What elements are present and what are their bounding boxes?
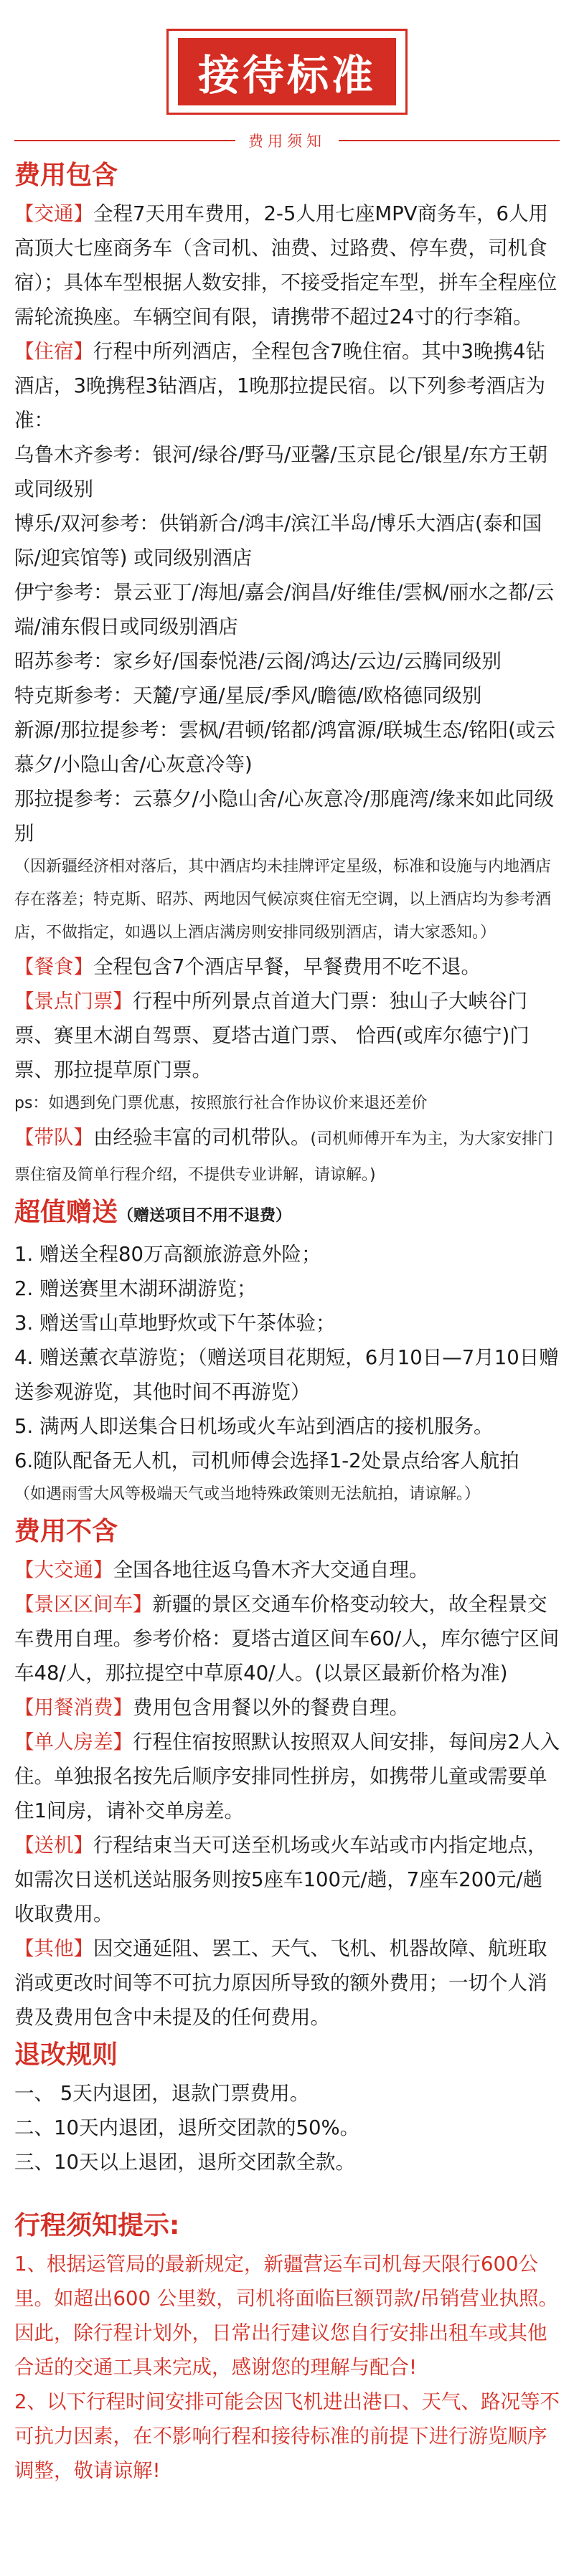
gift-item: 5. 满两人即送集合日机场或火车站到酒店的接机服务。 (14, 1415, 494, 1438)
excluded-item (14, 1690, 560, 1725)
excluded-item (14, 1587, 560, 1690)
tickets-ps: ps：如遇到免门票优惠，按照旅行社合作协议价来退还差价 (14, 1094, 428, 1112)
gifts-heading-sub: （赠送项目不用不退费） (118, 1207, 292, 1225)
hotel-item: 博乐/双河参考：供销新合/鸿丰/滨江半岛/博乐大酒店(泰和国际/迎宾馆等) 或同级别酒店 (14, 512, 542, 569)
excluded-item (14, 1931, 560, 2035)
gift-item: 4. 赠送薰衣草游览；（赠送项目花期短，6月10日—7月10日赠送参观游览，其他时间不再游览） (14, 1346, 559, 1403)
excluded-text: 费用包含用餐以外的餐费自理。 (133, 1696, 409, 1719)
excluded-tag: 【大交通】 (14, 1558, 113, 1581)
excluded-item (14, 1828, 560, 1931)
notice-label: 费用须知 (248, 133, 326, 150)
hotel-item: 那拉提参考：云慕夕/小隐山舍/心灰意冷/那鹿湾/缘来如此同级别 (14, 787, 555, 845)
tip-item: 1、根据运管局的最新规定，新疆营运车司机每天限行600公里。如超出600 公里数，司机将面临巨额罚款/吊销营业执照。因此，除行程计划外，日常出行建议您自行安排出租车或其他合适的交通工具来完成，感谢您的理解与配合! (14, 2253, 558, 2379)
section-heading-included: 费用包含 (14, 161, 118, 190)
excluded-tag: 【用餐消费】 (14, 1696, 133, 1719)
guide-note: (司机师傅开车为主，为大家安排门票住宿及简单行程介绍，不提供专业讲解，请谅解。) (14, 1130, 554, 1184)
excluded-text: 全国各地往返乌鲁木齐大交通自理。 (113, 1558, 429, 1581)
excluded-tag: 【其他】 (14, 1937, 93, 1960)
refund-item: 二、10天内退团，退所交团款的50%。 (14, 2116, 360, 2139)
tag-transport: 【交通】 (14, 202, 93, 225)
excluded-text: 行程住宿按照默认按照双人间安排，每间房2人入住。单独报名按先后顺序安排同性拼房，如携带儿童或需要单住1间房，请补交单房差。 (14, 1730, 560, 1822)
included-lodging (14, 334, 560, 437)
tag-tickets: 【景点门票】 (14, 990, 133, 1013)
section-heading-refund: 退改规则 (14, 2040, 118, 2070)
tag-lodging: 【住宿】 (14, 340, 93, 363)
gift-item: 1. 赠送全程80万高额旅游意外险； (14, 1243, 321, 1266)
excluded-tag: 【单人房差】 (14, 1730, 133, 1753)
section-heading-tips: 行程须知提示: (14, 2211, 180, 2240)
section-heading-gifts (14, 1192, 560, 1237)
hotel-note: （因新疆经济相对落后，其中酒店均未挂牌评定星级，标准和设施与内地酒店存在落差；特克斯、昭苏、两地因气候凉爽住宿无空调，以上酒店均为参考酒店，不做指定，如遇以上酒店满房则安排同级别酒店，请大家悉知。） (14, 858, 552, 942)
gift-item: 3. 赠送雪山草地野炊或下午茶体验； (14, 1312, 336, 1335)
included-meals (14, 950, 560, 984)
excluded-text: 新疆的景区交通车价格变动较大，故全程景交车费用自理。参考价格：夏塔古道区间车60/人，库尔德宁区间车48/人，那拉提空中草原40/人。(以景区最新价格为准) (14, 1593, 560, 1685)
tag-meals: 【餐食】 (14, 955, 93, 978)
transport-text: 全程7天用车费用，2-5人用七座MPV商务车，6人用高顶大七座商务车（含司机、油费、过路费、停车费，司机食宿）；具体车型根据人数安排，不接受指定车型，拼车全程座位需轮流换座。车辆空间有限，请携带不超过24寸的行李箱。 (14, 202, 557, 328)
hotel-item: 新源/那拉提参考：雲枫/君顿/铭都/鸿富源/联城生态/铭阳(或云慕夕/小隐山舍/心灰意冷等) (14, 719, 555, 776)
tag-guide: 【带队】 (14, 1126, 93, 1149)
divider-line-left (14, 140, 235, 141)
guide-text: 由经验丰富的司机带队。 (93, 1126, 311, 1149)
gift-item: 6.随队配备无人机，司机师傅会选择1-2处景点给客人航拍 (14, 1449, 519, 1472)
tip-item: 2、以下行程时间安排可能会因飞机进出港口、天气、路况等不可抗力因素，在不影响行程和接待标准的前提下进行游览顺序调整，敬请谅解! (14, 2390, 560, 2482)
excluded-item (14, 1553, 560, 1587)
notice-divider (14, 128, 560, 153)
excluded-text: 因交通延阻、罢工、天气、飞机、机器故障、航班取消或更改时间等不可抗力原因所导致的额外费用；一切个人消费及费用包含中未提及的任何费用。 (14, 1937, 547, 2029)
hotel-item: 伊宁参考：景云亚丁/海旭/嘉会/润昌/好维佳/雲枫/丽水之都/云端/浦东假日或同级别酒店 (14, 581, 555, 638)
refund-item: 三、10天以上退团，退所交团款全款。 (14, 2151, 355, 2174)
section-heading-excluded: 费用不含 (14, 1517, 118, 1546)
included-tickets (14, 984, 560, 1087)
gift-item: 2. 赠送赛里木湖环湖游览； (14, 1277, 257, 1300)
included-guide (14, 1120, 560, 1192)
refund-item: 一、 5天内退团，退款门票费用。 (14, 2082, 310, 2105)
excluded-item (14, 1725, 560, 1828)
title-box (178, 38, 396, 105)
tickets-text: 行程中所列景点首道大门票：独山子大峡谷门票、赛里木湖自驾票、夏塔古道门票、 恰西(或库尔德宁)门票、那拉提草原门票。 (14, 990, 530, 1081)
gifts-heading: 超值赠送 (14, 1198, 118, 1227)
meals-text: 全程包含7个酒店早餐，早餐费用不吃不退。 (93, 955, 481, 978)
hotel-item: 昭苏参考：家乡好/国泰悦港/云阁/鸿达/云边/云腾同级别 (14, 650, 502, 673)
divider-line-right (339, 140, 560, 141)
excluded-tag: 【送机】 (14, 1834, 93, 1857)
excluded-text: 行程结束当天可送至机场或火车站或市内指定地点，如需次日送机送站服务则按5座车100元/趟，7座车200元/趟收取费用。 (14, 1834, 547, 1926)
title-frame (166, 29, 408, 115)
included-transport (14, 196, 560, 334)
hotel-item: 乌鲁木齐参考：银河/绿谷/野马/亚馨/玉京昆仑/银星/东方王朝或同级别 (14, 443, 548, 501)
lodging-text: 行程中所列酒店，全程包含7晚住宿。其中3晚携4钻酒店，3晚携程3钻酒店，1晚那拉提民宿。以下列参考酒店为准： (14, 340, 545, 432)
hotel-item: 特克斯参考：天麓/亨通/星辰/季风/瞻德/欧格德同级别 (14, 684, 482, 707)
excluded-tag: 【景区区间车】 (14, 1593, 153, 1616)
page-title: 接待标准 (197, 51, 376, 100)
content (14, 155, 560, 2488)
gift-item-note: （如遇雨雪大风等极端天气或当地特殊政策则无法航拍，请谅解。） (14, 1485, 481, 1503)
